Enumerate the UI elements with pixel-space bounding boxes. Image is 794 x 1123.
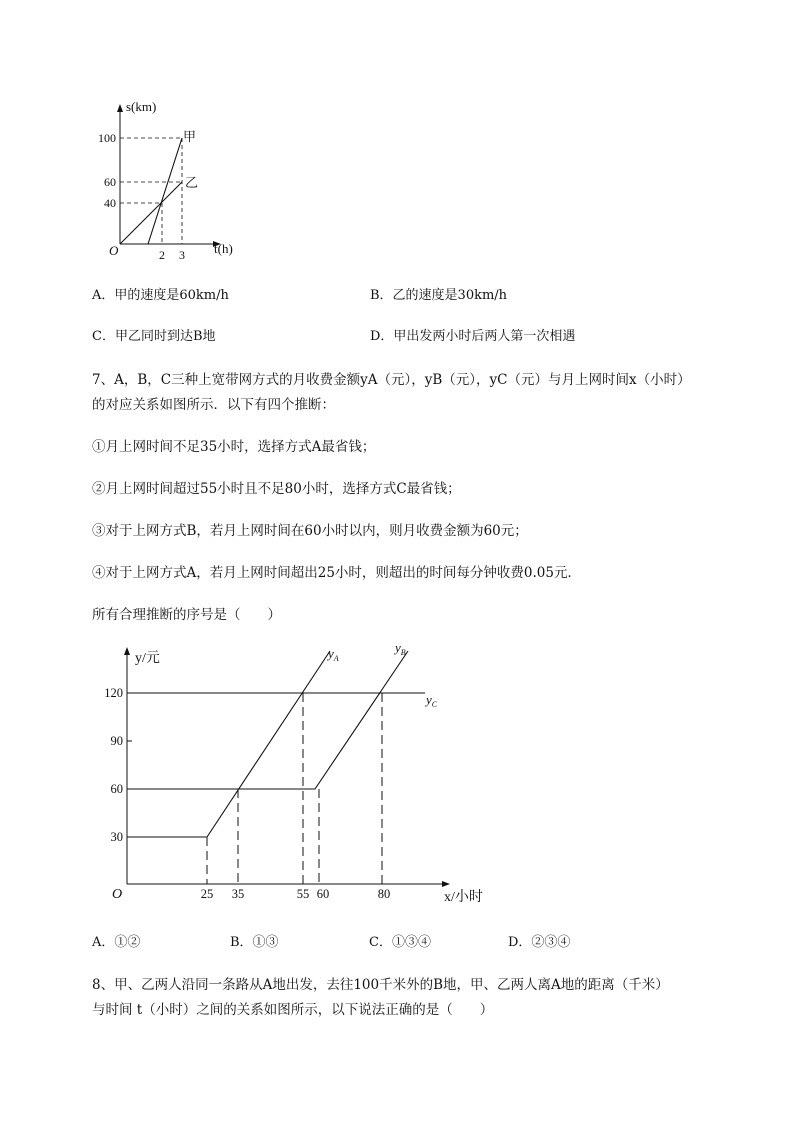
x-tick-60: 60	[316, 887, 330, 901]
x-axis-label: t(h)	[214, 241, 233, 256]
x-axis-label: x/小时	[444, 890, 483, 905]
x-tick-2: 2	[159, 248, 165, 262]
q7-stem-line1: 7、A，B，C三种上宽带网方式的月收费金额yA（元），yB（元），yC（元）与月上网时间x（小时）	[92, 372, 691, 388]
y-axis-arrow	[117, 104, 123, 112]
label-yA: $y_A$	[328, 646, 339, 663]
x-tick-25: 25	[200, 887, 214, 901]
y-tick-100: 100	[98, 131, 116, 145]
y-tick-60: 60	[104, 175, 116, 189]
y-axis-label: y/元	[135, 651, 160, 666]
q6-option-b: B．乙的速度是30km/h	[370, 288, 508, 303]
y-tick-120: 120	[104, 686, 123, 700]
y-axis-arrow	[124, 647, 130, 655]
q8-stem-line1: 8、甲、乙两人沿同一条路从A地出发，去往100千米外的B地，甲、乙两人离A地的距离（千米）	[92, 977, 669, 993]
q7-option-b: B．①③	[230, 935, 279, 950]
fee-time-graph	[90, 640, 500, 910]
x-tick-3: 3	[179, 248, 185, 262]
q7-item-2: ②月上网时间超过55小时且不足80小时，选择方式C最省钱；	[92, 481, 461, 497]
line-yi-label: 乙	[185, 175, 199, 190]
y-tick-40: 40	[104, 196, 116, 210]
distance-time-graph	[90, 95, 250, 265]
q7-option-d: D．②③④	[508, 935, 571, 950]
y-tick-90: 90	[110, 734, 123, 748]
q7-item-4: ④对于上网方式A，若月上网时间超出25小时，则超出的时间每分钟收费0.05元．	[92, 565, 581, 581]
q6-option-d: D．甲出发两小时后两人第一次相遇	[370, 329, 576, 344]
label-yB: $y_B$	[395, 640, 406, 657]
x-axis-arrow	[442, 881, 450, 887]
q7-option-a: A．①②	[92, 935, 141, 950]
y-axis-label: s(km)	[126, 99, 157, 114]
line-jia-label: 甲	[183, 129, 197, 144]
q7-question: 所有合理推断的序号是（ ）	[92, 607, 281, 623]
line-yA	[127, 651, 330, 837]
q6-option-c: C．甲乙同时到达B地	[92, 329, 216, 344]
q7-item-3: ③对于上网方式B，若月上网时间在60小时以内，则月收费金额为60元；	[92, 523, 528, 539]
y-tick-30: 30	[110, 830, 123, 844]
x-tick-80: 80	[377, 887, 391, 901]
x-tick-55: 55	[296, 887, 310, 901]
label-yC: $y_C$	[426, 692, 438, 709]
q8-stem-line2: 与时间 t（小时）之间的关系如图所示，以下说法正确的是（ ）	[92, 1002, 494, 1018]
q7-item-1: ①月上网时间不足35小时，选择方式A最省钱；	[92, 439, 376, 455]
origin-label: O	[109, 243, 119, 258]
x-tick-35: 35	[231, 887, 245, 901]
origin-label: O	[112, 887, 123, 902]
line-yB	[127, 651, 408, 789]
q7-stem-line2: 的对应关系如图所示．以下有四个推断：	[92, 397, 335, 413]
q6-option-a: A．甲的速度是60km/h	[92, 288, 229, 303]
y-tick-60: 60	[110, 782, 123, 796]
q7-option-c: C．①③④	[369, 935, 431, 950]
line-jia	[148, 138, 182, 244]
